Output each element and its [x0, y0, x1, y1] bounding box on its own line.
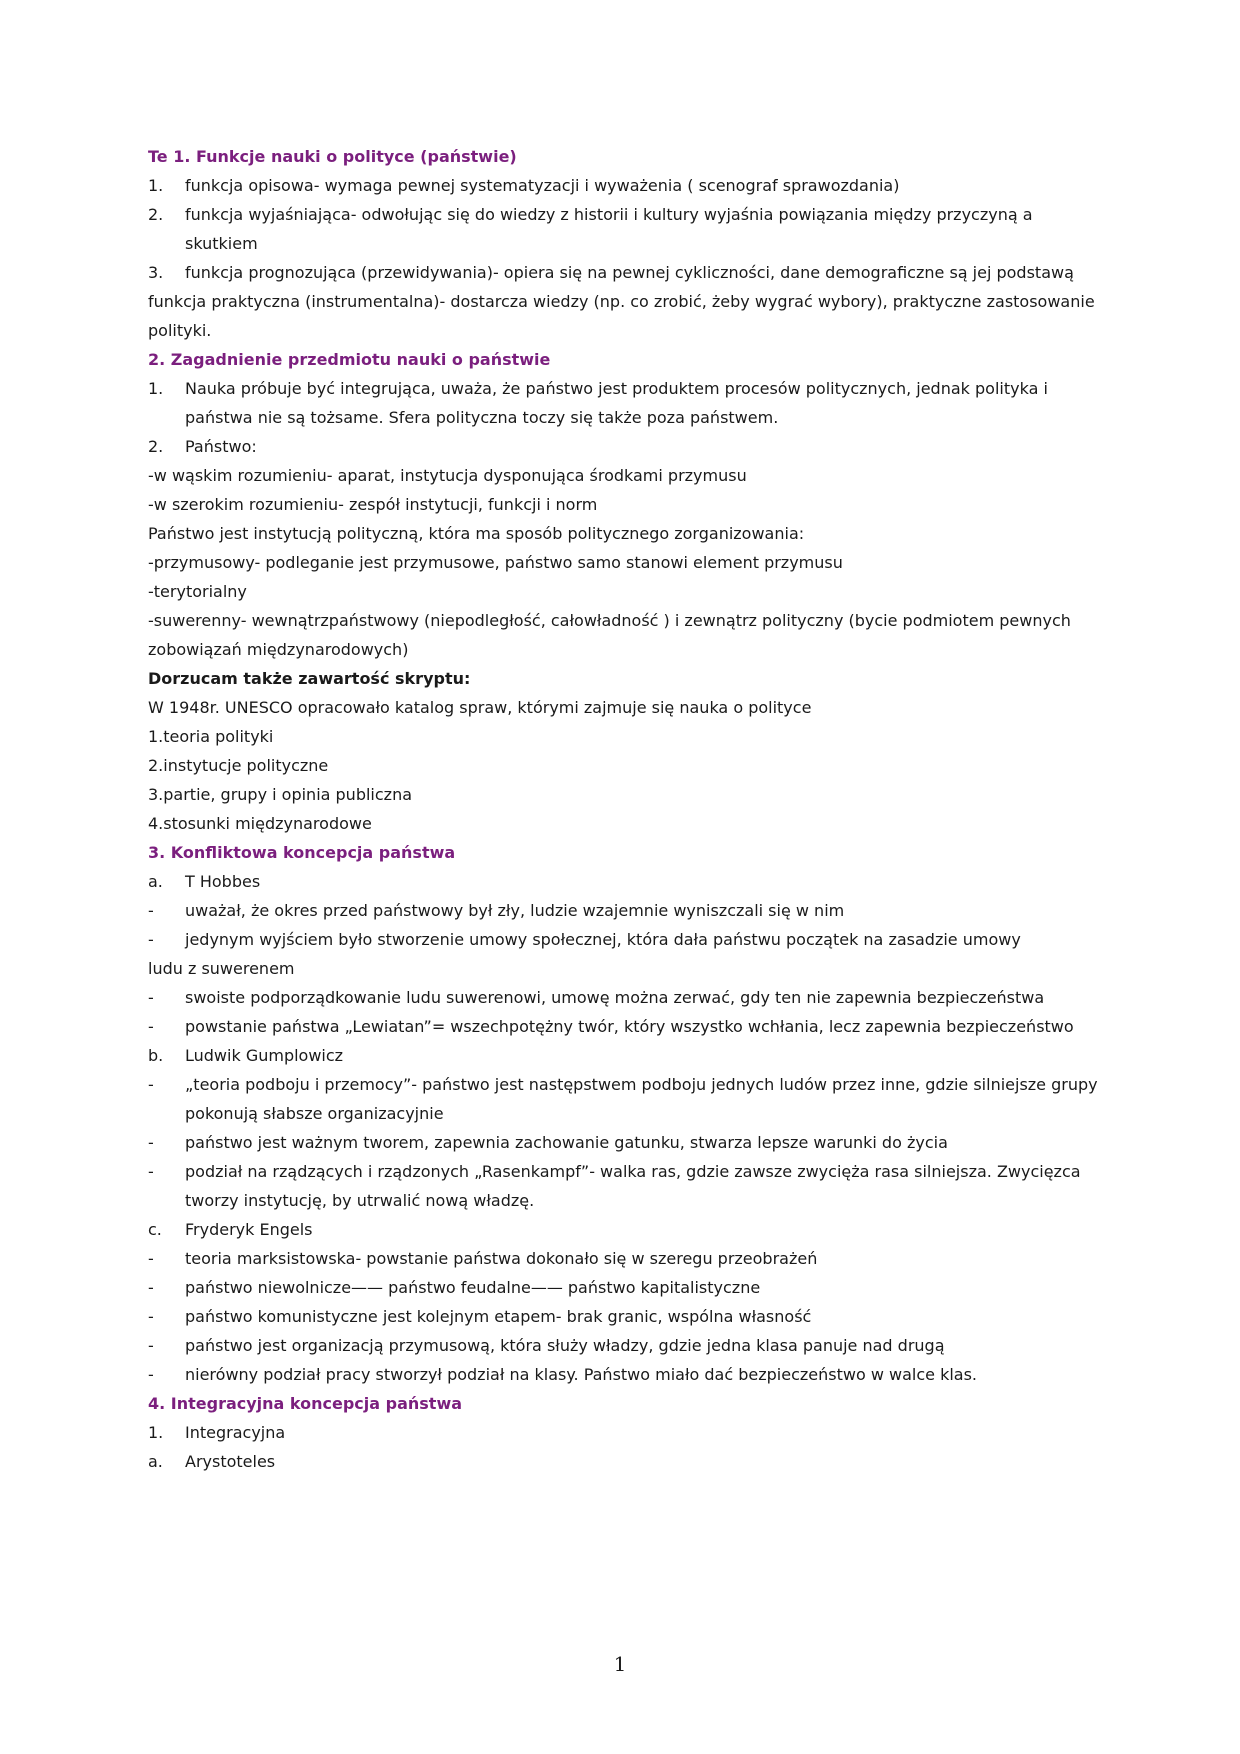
- list-item: a. T Hobbes: [148, 872, 261, 891]
- list-item: 1. funkcja opisowa- wymaga pewnej systematyzacji i wyważenia ( scenograf sprawozdania): [148, 176, 900, 195]
- paragraph: 3.partie, grupy i opinia publiczna: [148, 785, 413, 804]
- list-item: c. Fryderyk Engels: [148, 1220, 313, 1239]
- document-page: [148, 142, 1098, 1476]
- page-number: 1: [613, 1652, 627, 1676]
- list-item: - jedynym wyjściem było stworzenie umowy społecznej, która dała państwu początek na zasadzie umowy: [148, 930, 1021, 949]
- heading-2: 2. Zagadnienie przedmiotu nauki o państwie: [148, 350, 551, 369]
- list-item: 1. Integracyjna: [148, 1423, 286, 1442]
- list-item: - nierówny podział pracy stworzył podział na klasy. Państwo miało dać bezpieczeństwo w walce klas.: [148, 1365, 977, 1384]
- paragraph: W 1948r. UNESCO opracowało katalog spraw, którymi zajmuje się nauka o polityce: [148, 698, 812, 717]
- list-item: - swoiste podporządkowanie ludu suwerenowi, umowę można zerwać, gdy ten nie zapewnia bezpieczeństwa: [148, 988, 1045, 1007]
- paragraph: Państwo jest instytucją polityczną, która ma sposób politycznego zorganizowania:: [148, 524, 805, 543]
- heading-4: 4. Integracyjna koncepcja państwa: [148, 1394, 463, 1413]
- bold-note: Dorzucam także zawartość skryptu:: [148, 669, 471, 688]
- list-item: 2. Państwo:: [148, 437, 257, 456]
- paragraph: 2.instytucje polityczne: [148, 756, 329, 775]
- list-item: 2. funkcja wyjaśniająca- odwołując się do wiedzy z historii i kultury wyjaśnia powiązania między przyczyną a skutkiem: [148, 205, 1033, 253]
- paragraph: 1.teoria polityki: [148, 727, 274, 746]
- list-item: 3. funkcja prognozująca (przewidywania)- opiera się na pewnej cykliczności, dane demograficzne są jej podstawą: [148, 263, 1074, 282]
- list-item: - państwo niewolnicze—— państwo feudalne—— państwo kapitalistyczne: [148, 1278, 761, 1297]
- list-item: - podział na rządzących i rządzonych „Rasenkampf”- walka ras, gdzie zawsze zwycięża rasa silniejsza. Zwycięzca tworzy instytucję, by utrwalić nową władzę.: [148, 1162, 1081, 1210]
- paragraph: -suwerenny- wewnątrzpaństwowy (niepodległość, całowładność ) i zewnątrz polityczny (bycie podmiotem pewnych zobowiązań międzynarodowych): [148, 611, 1071, 659]
- paragraph: -terytorialny: [148, 582, 247, 601]
- list-item: - państwo komunistyczne jest kolejnym etapem- brak granic, wspólna własność: [148, 1307, 812, 1326]
- list-item: - teoria marksistowska- powstanie państwa dokonało się w szeregu przeobrażeń: [148, 1249, 818, 1268]
- list-item: - państwo jest organizacją przymusową, która służy władzy, gdzie jedna klasa panuje nad drugą: [148, 1336, 945, 1355]
- list-item: 1. Nauka próbuje być integrująca, uważa, że państwo jest produktem procesów politycznych, jednak polityka i państwa nie są tożsame. Sfera polityczna toczy się także poza państwem.: [148, 379, 1048, 427]
- paragraph: 4.stosunki międzynarodowe: [148, 814, 372, 833]
- list-item: - uważał, że okres przed państwowy był zły, ludzie wzajemnie wyniszczali się w nim: [148, 901, 845, 920]
- paragraph: -w szerokim rozumieniu- zespół instytucji, funkcji i norm: [148, 495, 598, 514]
- heading-3: 3. Konfliktowa koncepcja państwa: [148, 843, 456, 862]
- paragraph: -w wąskim rozumieniu- aparat, instytucja dysponująca środkami przymusu: [148, 466, 747, 485]
- paragraph: -przymusowy- podleganie jest przymusowe, państwo samo stanowi element przymusu: [148, 553, 843, 572]
- heading-1: Te 1. Funkcje nauki o polityce (państwie): [148, 147, 517, 166]
- list-item: - państwo jest ważnym tworem, zapewnia zachowanie gatunku, stwarza lepsze warunki do życia: [148, 1133, 948, 1152]
- list-item: a. Arystoteles: [148, 1452, 276, 1471]
- list-item: b. Ludwik Gumplowicz: [148, 1046, 344, 1065]
- paragraph: funkcja praktyczna (instrumentalna)- dostarcza wiedzy (np. co zrobić, żeby wygrać wybory), praktyczne zastosowanie polityki.: [148, 292, 1095, 340]
- paragraph: ludu z suwerenem: [148, 959, 295, 978]
- list-item: - „teoria podboju i przemocy”- państwo jest następstwem podboju jednych ludów przez inne, gdzie silniejsze grupy pokonują słabsze organizacyjnie: [148, 1075, 1098, 1123]
- list-item: - powstanie państwa „Lewiatan”= wszechpotężny twór, który wszystko wchłania, lecz zapewnia bezpieczeństwo: [148, 1017, 1074, 1036]
